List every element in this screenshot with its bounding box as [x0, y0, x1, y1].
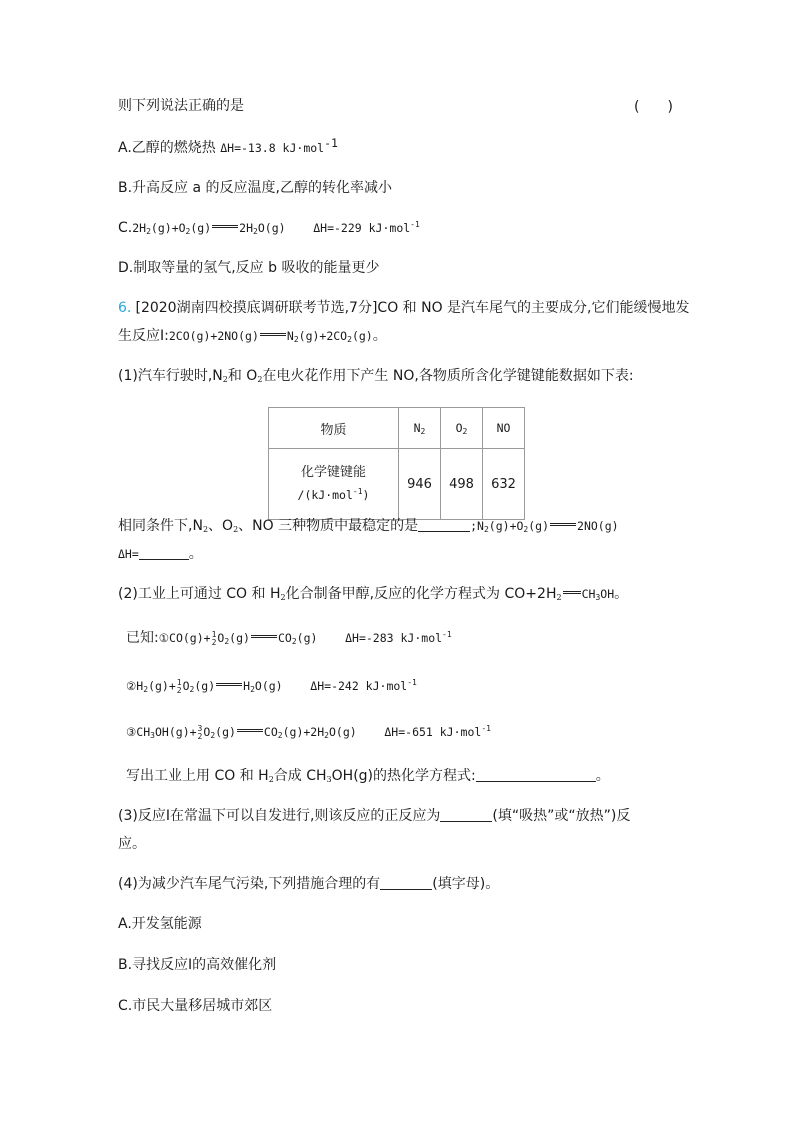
value-n2: 946	[399, 449, 441, 520]
option-a: A.乙醇的燃烧热 ΔH=-13.8 kJ·mol$^{-1}$	[118, 136, 338, 156]
option-c: $C.2H_2(g)+O_2(g)$ $2H_2O(g)$ ΔH=-229 kJ·mol$^{-1}$	[118, 220, 420, 236]
row-label: 化学键键能 /(kJ·mol$^{-1}$)	[269, 449, 399, 520]
part1-question: 相同条件下$,N_2$、$O_2$、NO 三种物质中最稳定的是 $;N_2(g)+O_2(g)$ 2NO(g)	[118, 518, 619, 534]
value-o2: 498	[441, 449, 483, 520]
part4-option-c: C.市民大量移居城市郊区	[118, 998, 273, 1014]
part2-question: 写出工业上用 CO 和 $H_2$合成 $CH_3OH(g)$的热化学方程式: 。	[126, 768, 610, 784]
value-no: 632	[483, 449, 525, 520]
part4-option-b: B.寻找反应Ⅰ的高效催化剂	[118, 957, 277, 973]
part1-text: (1)汽车行驶时$,N_2$和 $O_2$在电火花作用下产生 NO,各物质所含化学键键能数据如下表:	[118, 368, 634, 384]
known-eq2: $②H_2(g)+$ 1 2 $O_2(g)$ $H_2O(g)$ ΔH=-242 kJ·mol$^{-1}$	[126, 677, 417, 695]
part4-option-a: A.开发氢能源	[118, 916, 202, 932]
part3-line1: (3)反应Ⅰ在常温下可以自发进行,则该反应的正反应为 (填“吸热”或“放热”)反	[118, 808, 631, 824]
q6-line1: 6. [2020湖南四校摸底调研联考节选,7分]CO 和 NO 是汽车尾气的主要成分,它们能缓慢地发	[118, 300, 690, 316]
option-b: B.升高反应 a 的反应温度,乙醇的转化率减小	[118, 180, 392, 196]
header-substance: 物质	[269, 408, 399, 449]
answer-bracket: ( )	[634, 99, 673, 115]
option-d: D.制取等量的氢气,反应 b 吸收的能量更少	[118, 260, 380, 276]
header-no: NO	[483, 408, 525, 449]
header-o2: $O_2$	[441, 408, 483, 449]
known-eq1: 已知:①CO(g)+ 1 2 $O_2(g)$ $CO_2(g)$ ΔH=-283 kJ·mol$^{-1}$	[126, 629, 452, 647]
question-stem: 则下列说法正确的是	[118, 98, 244, 114]
known-eq3: $③CH_3OH(g)+$ 3 2 $O_2(g)$ $CO_2(g)+2H_2O(g)$ ΔH=-651 kJ·mol$^{-1}$	[126, 723, 491, 741]
part4-text: (4)为减少汽车尾气污染,下列措施合理的有 (填字母)。	[118, 876, 500, 892]
part1-dh: ΔH= 。	[118, 546, 203, 562]
q6-line2: 生反应Ⅰ:2CO(g)+2NO(g) $N_2(g)+2CO_2(g)$。	[118, 328, 387, 344]
bond-energy-table	[268, 407, 525, 520]
part2-text: (2)工业上可通过 CO 和 $H_2$化合制备甲醇,反应的化学方程式为 $CO+2H_2$ $CH_3OH$。	[118, 586, 629, 602]
part3-line2: 应。	[118, 836, 146, 852]
header-n2: $N_2$	[399, 408, 441, 449]
